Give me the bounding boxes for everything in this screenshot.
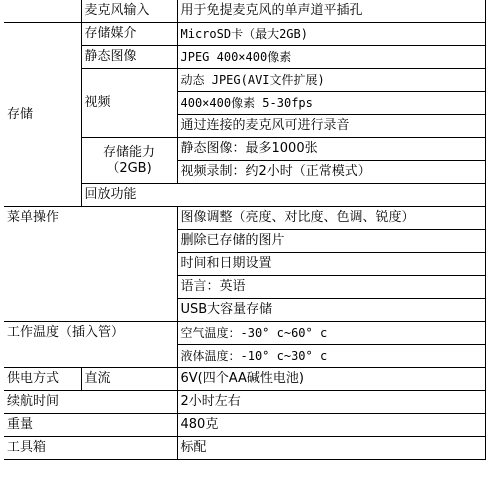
weight-label: 重量	[4, 414, 177, 437]
still-image-value: JPEG 400×400像素	[177, 46, 485, 69]
video-value: 通过连接的麦克风可进行录音	[177, 115, 485, 138]
capacity-value: 静态图像：最多1000张	[177, 138, 485, 161]
power-label: 供电方式	[4, 368, 81, 391]
power-value: 6V(四个AA碱性电池)	[177, 368, 485, 391]
toolbox-label: 工具箱	[4, 437, 177, 460]
temperature-value: 液体温度：-10° c~30° c	[177, 345, 485, 368]
table-row	[4, 23, 485, 46]
weight-value: 480克	[177, 414, 485, 437]
power-sub-label: 直流	[81, 368, 177, 391]
storage-media-label: 存储媒介	[81, 23, 177, 46]
spec-table	[4, 0, 486, 460]
menu-value: 图像调整（亮度、对比度、色调、锐度）	[177, 207, 485, 230]
capacity-label	[81, 138, 177, 184]
capacity-label-line: 存储能力	[102, 144, 155, 160]
menu-value: USB大容量存储	[177, 299, 485, 322]
playback-label: 回放功能	[81, 184, 485, 207]
toolbox-value: 标配	[177, 437, 485, 460]
still-image-label: 静态图像	[81, 46, 177, 69]
temperature-label: 工作温度（插入管）	[4, 322, 177, 368]
mic-input-label: 麦克风输入	[81, 0, 177, 23]
storage-media-value: MicroSD卡（最大2GB)	[177, 23, 485, 46]
battery-life-label: 续航时间	[4, 391, 177, 414]
menu-value: 语言：英语	[177, 276, 485, 299]
capacity-label-line: （2GB)	[106, 160, 152, 176]
table-row	[4, 207, 485, 230]
mic-input-value: 用于免提麦克风的单声道平插孔	[177, 0, 485, 23]
menu-value: 删除已存储的图片	[177, 230, 485, 253]
storage-label: 存储	[4, 23, 81, 207]
video-value: 动态 JPEG(AVI文件扩展)	[177, 69, 485, 92]
video-label: 视频	[81, 69, 177, 138]
temperature-value: 空气温度：-30° c~60° c	[177, 322, 485, 345]
table-row	[4, 414, 485, 437]
menu-value: 时间和日期设置	[177, 253, 485, 276]
table-row	[4, 368, 485, 391]
table-cell	[4, 0, 81, 23]
table-row	[4, 391, 485, 414]
video-value: 400×400像素 5-30fps	[177, 92, 485, 115]
table-row	[4, 0, 485, 23]
table-row	[4, 322, 485, 345]
capacity-value: 视频录制：约2小时（正常模式）	[177, 161, 485, 184]
table-row	[4, 437, 485, 460]
battery-life-value: 2小时左右	[177, 391, 485, 414]
menu-label: 菜单操作	[4, 207, 177, 322]
